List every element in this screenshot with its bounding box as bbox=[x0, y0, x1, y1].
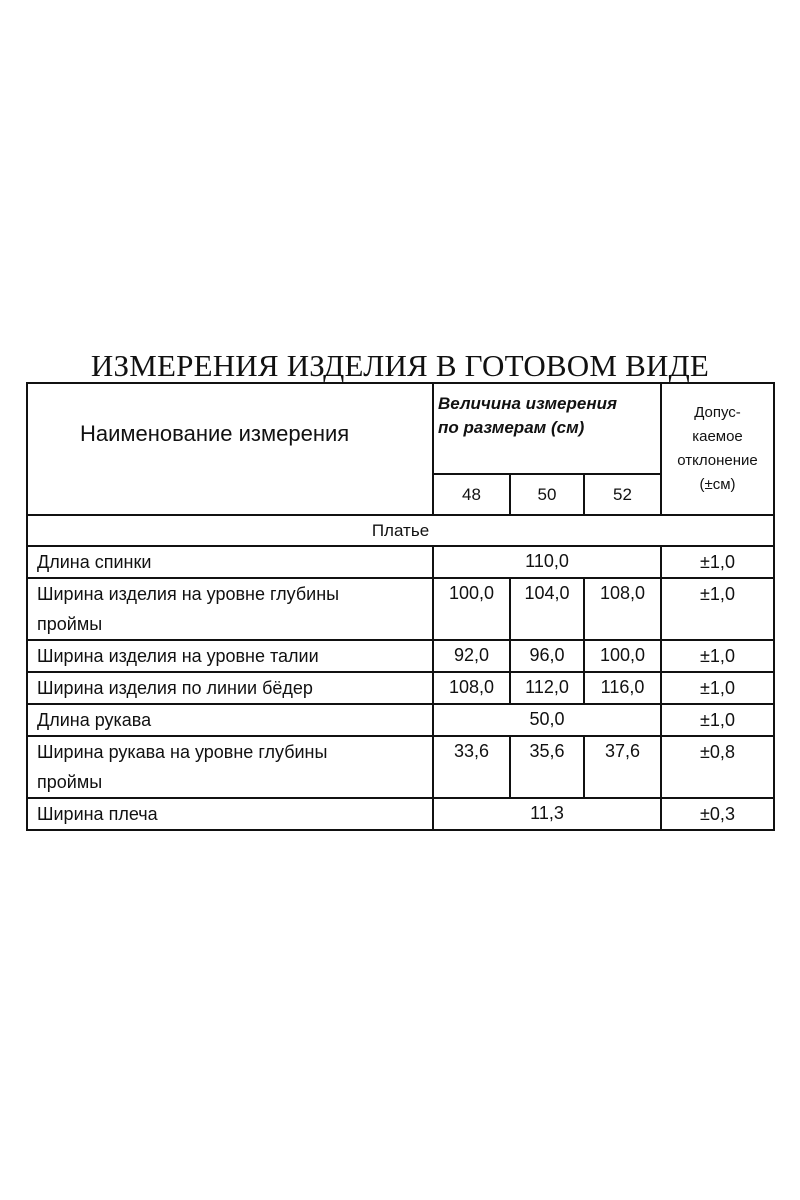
row-name: Ширина плеча bbox=[27, 798, 433, 830]
row-value-52: 116,0 bbox=[584, 672, 661, 704]
table-row bbox=[27, 798, 774, 830]
table-row bbox=[27, 546, 774, 578]
table-row bbox=[27, 672, 774, 704]
row-value-52: 108,0 bbox=[584, 578, 661, 640]
row-value-48: 33,6 bbox=[433, 736, 510, 798]
row-tolerance: ±1,0 bbox=[661, 640, 774, 672]
row-value: 50,0 bbox=[433, 704, 661, 736]
row-value-48: 92,0 bbox=[433, 640, 510, 672]
row-value-48: 108,0 bbox=[433, 672, 510, 704]
row-tolerance: ±1,0 bbox=[661, 578, 774, 640]
row-value-52: 100,0 bbox=[584, 640, 661, 672]
size-52: 52 bbox=[584, 474, 661, 515]
row-value-50: 35,6 bbox=[510, 736, 584, 798]
table-row bbox=[27, 736, 774, 798]
header-tolerance-line4: (±см) bbox=[699, 476, 736, 493]
row-value-48: 100,0 bbox=[433, 578, 510, 640]
row-value-50: 96,0 bbox=[510, 640, 584, 672]
row-name-line2: проймы bbox=[37, 772, 103, 792]
page-title: ИЗМЕРЕНИЯ ИЗДЕЛИЯ В ГОТОВОМ ВИДЕ bbox=[90, 348, 710, 383]
row-value-50: 112,0 bbox=[510, 672, 584, 704]
row-name-line1: Ширина изделия на уровне глубины bbox=[37, 584, 340, 604]
header-sizes-label bbox=[433, 383, 661, 474]
table-header-row bbox=[27, 383, 774, 474]
header-name-label: Наименование измерения bbox=[27, 383, 433, 515]
table-row bbox=[27, 640, 774, 672]
header-tolerance-label bbox=[661, 383, 774, 515]
row-name bbox=[27, 736, 433, 798]
header-tolerance-line2: каемое bbox=[692, 428, 743, 445]
row-name: Ширина изделия по линии бёдер bbox=[27, 672, 433, 704]
section-row bbox=[27, 515, 774, 546]
row-tolerance: ±1,0 bbox=[661, 704, 774, 736]
row-name: Длина спинки bbox=[27, 546, 433, 578]
section-label: Платье bbox=[27, 515, 774, 546]
row-tolerance: ±0,8 bbox=[661, 736, 774, 798]
row-tolerance: ±1,0 bbox=[661, 546, 774, 578]
row-value: 110,0 bbox=[433, 546, 661, 578]
row-tolerance: ±1,0 bbox=[661, 672, 774, 704]
header-tolerance-line3: отклонение bbox=[677, 452, 758, 469]
header-sizes-line1: Величина измерения bbox=[438, 394, 618, 413]
table-row bbox=[27, 704, 774, 736]
measurements-table bbox=[26, 382, 775, 831]
row-name bbox=[27, 578, 433, 640]
size-50: 50 bbox=[510, 474, 584, 515]
row-name-line1: Ширина рукава на уровне глубины bbox=[37, 742, 328, 762]
row-value-52: 37,6 bbox=[584, 736, 661, 798]
header-tolerance-line1: Допус- bbox=[694, 404, 741, 421]
row-value: 11,3 bbox=[433, 798, 661, 830]
row-name: Ширина изделия на уровне талии bbox=[27, 640, 433, 672]
size-48: 48 bbox=[433, 474, 510, 515]
header-sizes-line2: по размерам (см) bbox=[438, 418, 585, 437]
row-name: Длина рукава bbox=[27, 704, 433, 736]
row-value-50: 104,0 bbox=[510, 578, 584, 640]
table-row bbox=[27, 578, 774, 640]
row-tolerance: ±0,3 bbox=[661, 798, 774, 830]
row-name-line2: проймы bbox=[37, 614, 103, 634]
